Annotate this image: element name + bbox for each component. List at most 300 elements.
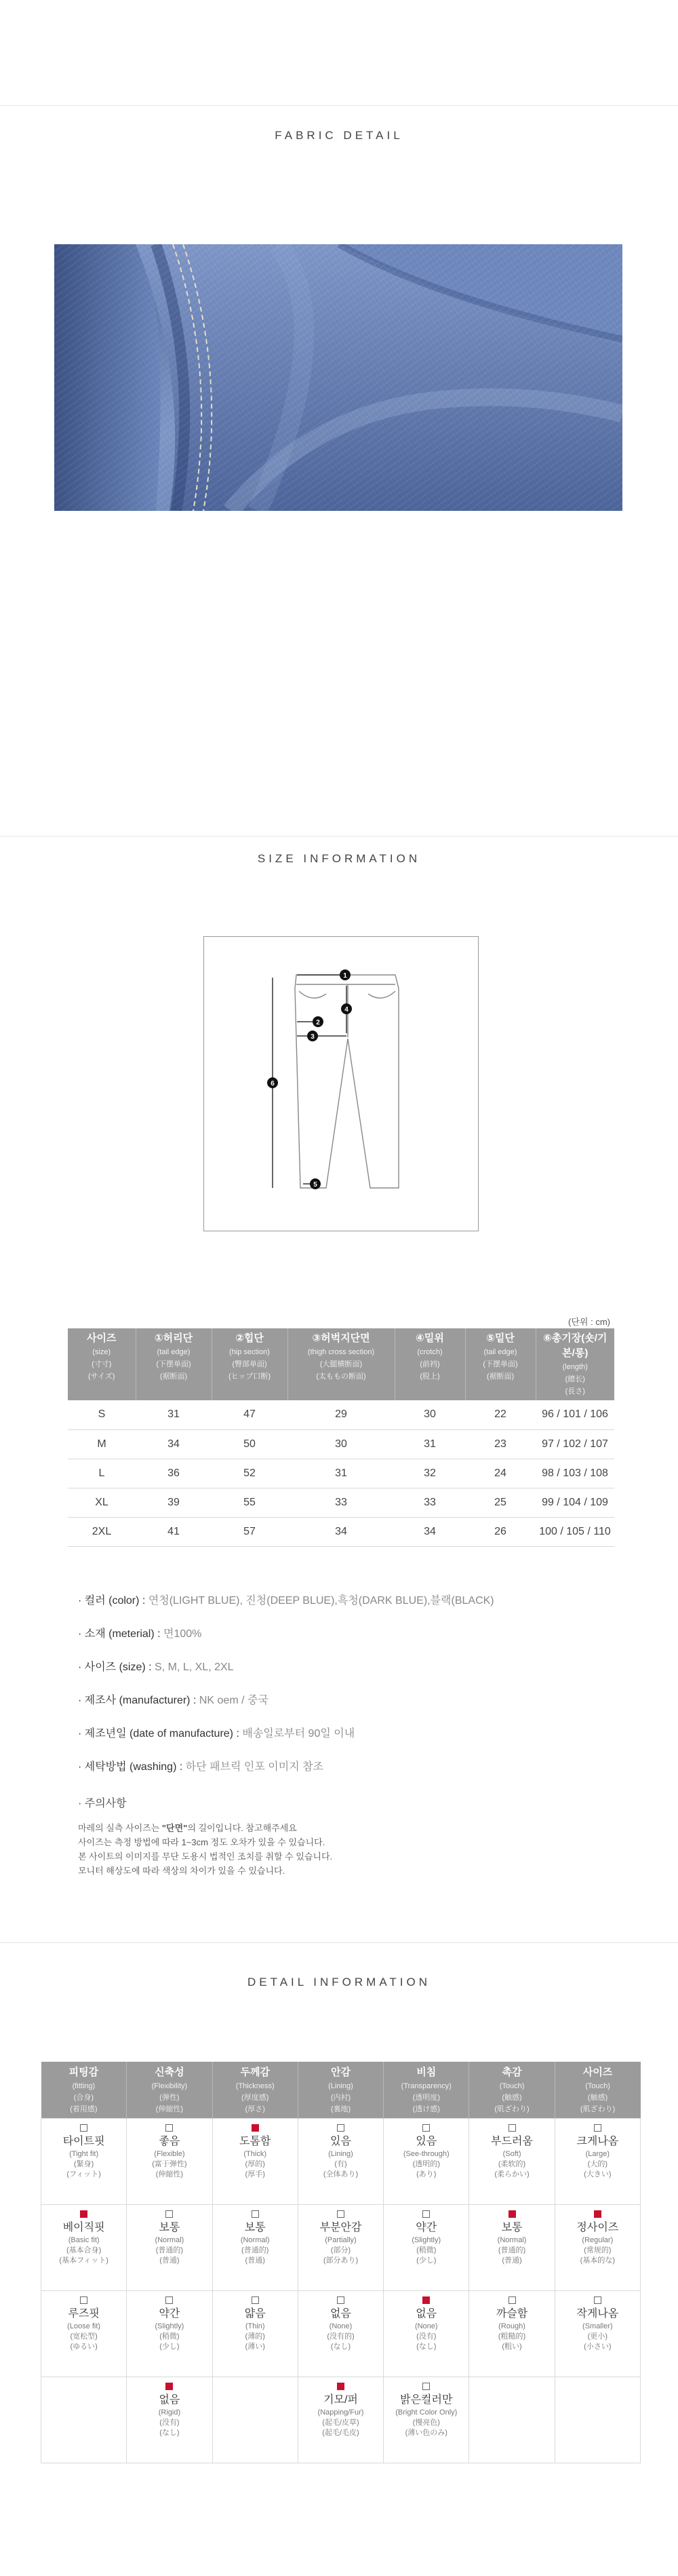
notice-text: 의 길이입니다. 참고해주세요 (187, 1823, 297, 1833)
size-col-header (465, 1328, 536, 1400)
header-sub: (裏地) (330, 2105, 351, 2113)
size-cell: 2XL (68, 1517, 136, 1546)
option-label: 약간 (416, 2222, 437, 2233)
header-sub: (crotch) (417, 1348, 443, 1356)
marker-6-label: 6 (271, 1080, 275, 1088)
header-label: ④밑위 (416, 1332, 444, 1344)
size-cell: 36 (136, 1459, 212, 1488)
option-english: (Bright Color Only) (395, 2408, 458, 2417)
option-japanese: (基本的な) (580, 2256, 615, 2265)
option-chinese: (没有) (159, 2419, 180, 2427)
checkbox-icon (165, 2210, 173, 2218)
option-japanese: (起毛/毛皮) (322, 2429, 359, 2437)
size-cell: 31 (395, 1429, 465, 1459)
detail-option (555, 2119, 640, 2205)
option-label: 루즈핏 (68, 2308, 100, 2320)
fabric-detail-title: FABRIC DETAIL (275, 129, 403, 142)
option-japanese: (普通) (245, 2256, 265, 2265)
header-sub: (股上) (420, 1372, 440, 1381)
header-sub: (Transparency) (401, 2082, 452, 2090)
size-cell: M (68, 1429, 136, 1459)
option-japanese: (柔らかい) (494, 2170, 530, 2178)
size-cell: 30 (287, 1429, 395, 1459)
notice-text: 모니터 해상도에 따라 색상의 차이가 있을 수 있습니다. (78, 1866, 285, 1876)
option-english: (Normal) (497, 2236, 527, 2244)
option-label: 보통 (501, 2222, 523, 2233)
header-sub: (Touch) (585, 2082, 610, 2090)
option-label: 있음 (330, 2136, 351, 2147)
checkbox-icon (165, 2124, 173, 2132)
notice (78, 1794, 332, 1878)
notice-text: 마레의 실측 사이즈는 (78, 1823, 162, 1833)
notice-emphasis: "단면" (161, 1823, 188, 1833)
checkbox-icon (422, 2124, 430, 2132)
option-english: (Large) (585, 2150, 610, 2158)
detail-option (127, 2205, 212, 2291)
marker-3-label: 3 (311, 1033, 315, 1041)
option-english: (Rigid) (158, 2408, 181, 2417)
detail-option (469, 2119, 555, 2205)
option-english: (Loose fit) (67, 2322, 101, 2330)
header-sub: (厚度感) (241, 2094, 269, 2102)
spec-item (78, 1761, 494, 1794)
size-col-header (395, 1328, 465, 1400)
table-row (41, 2205, 641, 2291)
spec-item (78, 1628, 494, 1661)
checked-box-icon (594, 2210, 601, 2218)
option-japanese: (なし) (330, 2343, 351, 2351)
size-cell: 34 (136, 1429, 212, 1459)
option-japanese: (薄い色のみ) (405, 2429, 447, 2437)
header-sub: (肌ざわり) (580, 2105, 616, 2113)
option-label: 약간 (159, 2308, 180, 2320)
size-cell: 50 (212, 1429, 287, 1459)
divider (0, 1942, 678, 1943)
option-japanese: (普通) (159, 2256, 180, 2265)
size-cell: 97 / 102 / 107 (536, 1429, 614, 1459)
option-chinese: (有) (334, 2160, 347, 2168)
checkbox-icon (252, 2296, 259, 2304)
option-japanese: (フィット) (66, 2170, 101, 2178)
detail-col-header (384, 2062, 469, 2119)
option-label: 얇음 (244, 2308, 266, 2320)
spec-item (78, 1661, 494, 1694)
detail-option (298, 2291, 383, 2377)
marker-2-label: 2 (316, 1019, 320, 1026)
detail-option (555, 2205, 640, 2291)
empty-cell (41, 2377, 127, 2463)
size-cell: 55 (212, 1488, 287, 1517)
size-cell: XL (68, 1488, 136, 1517)
detail-option (127, 2119, 212, 2205)
size-cell: 33 (287, 1488, 395, 1517)
option-english: (Rough) (498, 2322, 525, 2330)
option-chinese: (宽松型) (70, 2332, 98, 2341)
option-japanese: (なし) (159, 2429, 180, 2437)
header-sub: (hip section) (229, 1348, 270, 1356)
empty-cell (469, 2377, 555, 2463)
table-row (68, 1488, 614, 1517)
option-english: (Regular) (582, 2236, 614, 2244)
detail-option (41, 2119, 127, 2205)
notice-line (78, 1821, 332, 1835)
option-japanese: (あり) (416, 2170, 437, 2178)
header-sub: (太ももの断面) (316, 1372, 366, 1381)
option-english: (Tight fit) (69, 2150, 99, 2158)
table-row (68, 1400, 614, 1429)
option-english: (None) (414, 2322, 438, 2330)
detail-col-header (469, 2062, 555, 2119)
option-english: (Normal) (155, 2236, 184, 2244)
detail-option (41, 2205, 127, 2291)
option-english: (Flexible) (154, 2150, 185, 2158)
option-label: 까슬함 (496, 2308, 528, 2320)
option-chinese: (薄的) (245, 2332, 265, 2341)
option-chinese: (没有的) (327, 2332, 355, 2341)
header-label: ⑤밑단 (486, 1332, 515, 1344)
size-information-title: SIZE INFORMATION (257, 852, 421, 865)
detail-option (384, 2205, 469, 2291)
detail-option (298, 2377, 383, 2463)
table-row (41, 2119, 641, 2205)
detail-option (298, 2119, 383, 2205)
size-col-header (536, 1328, 614, 1400)
size-cell: 22 (465, 1400, 536, 1429)
table-row (41, 2291, 641, 2377)
option-chinese: (更小) (587, 2332, 607, 2341)
option-label: 부드러움 (491, 2136, 533, 2147)
checkbox-icon (594, 2296, 601, 2304)
option-chinese: (粗糙的) (498, 2332, 526, 2341)
size-cell: 33 (395, 1488, 465, 1517)
checked-box-icon (80, 2210, 87, 2218)
option-english: (Normal) (240, 2236, 270, 2244)
header-sub: (触感) (502, 2094, 522, 2102)
size-cell: 23 (465, 1429, 536, 1459)
header-sub: (内衬) (330, 2094, 351, 2102)
spec-item (78, 1694, 494, 1727)
header-label: ②힙단 (235, 1332, 264, 1344)
header-label: 두께감 (240, 2066, 270, 2078)
checkbox-icon (165, 2296, 173, 2304)
header-sub: (着用感) (70, 2105, 98, 2113)
size-cell: 34 (287, 1517, 395, 1546)
measurement-diagram (203, 936, 479, 1231)
table-row (68, 1459, 614, 1488)
option-japanese: (普通) (502, 2256, 522, 2265)
checked-box-icon (165, 2383, 173, 2390)
option-english: (Soft) (502, 2150, 521, 2158)
spec-item (78, 1594, 494, 1628)
size-cell: 100 / 105 / 110 (536, 1517, 614, 1546)
option-chinese: (普通的) (241, 2246, 269, 2254)
header-sub: (長さ) (565, 1387, 585, 1396)
option-japanese: (大きい) (584, 2170, 612, 2178)
header-sub: (tail edge) (157, 1348, 191, 1356)
header-label: 신축성 (155, 2066, 184, 2078)
detail-table (41, 2062, 641, 2463)
checkbox-icon (80, 2296, 87, 2304)
detail-option (469, 2291, 555, 2377)
option-japanese: (伸縮性) (155, 2170, 184, 2178)
size-cell: 47 (212, 1400, 287, 1429)
option-chinese: (稍微) (416, 2246, 437, 2254)
header-sub: (Lining) (328, 2082, 353, 2090)
spec-label: · 사이즈 (size) : (78, 1661, 155, 1673)
header-sub: (前裆) (420, 1360, 440, 1368)
header-sub: (ヒップ口断) (228, 1372, 271, 1381)
option-chinese: (透明的) (412, 2160, 440, 2168)
header-sub: (透け感) (412, 2105, 440, 2113)
header-label: ⑥총기장(숏/기본/롱) (543, 1332, 607, 1359)
detail-option (127, 2291, 212, 2377)
size-cell: 25 (465, 1488, 536, 1517)
detail-option (469, 2205, 555, 2291)
notice-line (78, 1835, 332, 1849)
table-row (68, 1429, 614, 1459)
option-japanese: (少し) (416, 2256, 437, 2265)
spec-value: S, M, L, XL, 2XL (155, 1661, 234, 1673)
option-chinese: (常规的) (584, 2246, 612, 2254)
detail-option (384, 2377, 469, 2463)
notice-text: 본 사이트의 이미지를 무단 도용시 법적인 조치를 취할 수 있습니다. (78, 1851, 333, 1862)
option-chinese: (厚的) (245, 2160, 265, 2168)
option-chinese: (稍微) (159, 2332, 180, 2341)
size-cell: 29 (287, 1400, 395, 1429)
option-label: 없음 (416, 2308, 437, 2320)
checkbox-icon (422, 2383, 430, 2390)
option-label: 기모/퍼 (323, 2394, 358, 2406)
header-sub: (肌ざわり) (494, 2105, 530, 2113)
detail-col-header (555, 2062, 640, 2119)
product-specs (78, 1594, 494, 1794)
detail-option (212, 2291, 298, 2377)
option-label: 도톰함 (239, 2136, 271, 2147)
option-chinese: (柔软的) (498, 2160, 526, 2168)
header-sub: (臀部单面) (232, 1360, 267, 1368)
header-sub: (Flexibility) (151, 2082, 188, 2090)
header-sub: (伸縮性) (155, 2105, 184, 2113)
option-label: 부분안감 (319, 2222, 362, 2233)
option-japanese: (なし) (416, 2343, 437, 2351)
option-japanese: (全体あり) (323, 2170, 359, 2178)
option-chinese: (大的) (587, 2160, 607, 2168)
header-sub: (tail edge) (483, 1348, 517, 1356)
header-sub: (length) (562, 1363, 588, 1371)
option-label: 없음 (330, 2308, 351, 2320)
fabric-photo (54, 244, 622, 511)
option-label: 좋음 (159, 2136, 180, 2147)
size-cell: L (68, 1459, 136, 1488)
header-label: ①허리단 (154, 1332, 193, 1344)
option-label: 정사이즈 (576, 2222, 619, 2233)
detail-col-header (127, 2062, 212, 2119)
header-sub: (裾断面) (486, 1372, 515, 1381)
option-label: 크게나옴 (576, 2136, 619, 2147)
marker-4-label: 4 (344, 1006, 348, 1014)
option-label: 보통 (159, 2222, 180, 2233)
size-cell: 31 (136, 1400, 212, 1429)
marker-1-label: 1 (343, 972, 347, 980)
divider (0, 836, 678, 837)
detail-information-title: DETAIL INFORMATION (247, 1976, 431, 1988)
size-cell: 98 / 103 / 108 (536, 1459, 614, 1488)
option-label: 보통 (244, 2222, 266, 2233)
header-sub: (弹性) (159, 2094, 180, 2102)
option-english: (Partially) (325, 2236, 357, 2244)
header-sub: (裾断面) (159, 1372, 188, 1381)
option-chinese: (緊身) (73, 2160, 94, 2168)
checkbox-icon (337, 2296, 344, 2304)
detail-option (384, 2119, 469, 2205)
option-label: 밝은컬러만 (400, 2394, 453, 2406)
checkbox-icon (509, 2124, 516, 2132)
header-sub: (fitting) (72, 2082, 96, 2090)
option-chinese: (没有) (416, 2332, 437, 2341)
detail-col-header (41, 2062, 127, 2119)
size-cell: 32 (395, 1459, 465, 1488)
option-label: 작게나옴 (576, 2308, 619, 2320)
option-english: (Thin) (245, 2322, 265, 2330)
size-cell: 39 (136, 1488, 212, 1517)
option-english: (Slightly) (155, 2322, 184, 2330)
spec-value: 면100% (163, 1628, 202, 1640)
size-cell: 52 (212, 1459, 287, 1488)
table-row (68, 1517, 614, 1546)
option-chinese: (基本合身) (66, 2246, 102, 2254)
checkbox-icon (80, 2124, 87, 2132)
header-sub: (Touch) (499, 2082, 525, 2090)
header-sub: (大腿横断面) (319, 1360, 363, 1368)
option-label: 없음 (159, 2394, 180, 2406)
option-japanese: (小さい) (584, 2343, 612, 2351)
option-english: (None) (329, 2322, 353, 2330)
option-label: 타이트핏 (62, 2136, 105, 2147)
option-chinese: (起毛/皮草) (322, 2419, 359, 2427)
checkbox-icon (594, 2124, 601, 2132)
table-row (41, 2377, 641, 2463)
size-col-header (287, 1328, 395, 1400)
empty-cell (555, 2377, 640, 2463)
option-english: (Basic fit) (68, 2236, 100, 2244)
detail-option (212, 2119, 298, 2205)
header-sub: (Thickness) (235, 2082, 275, 2090)
spec-value: 배송일로부터 90일 이내 (242, 1728, 355, 1739)
size-cell: 30 (395, 1400, 465, 1429)
size-cell: 26 (465, 1517, 536, 1546)
checked-box-icon (252, 2124, 259, 2132)
option-label: 있음 (416, 2136, 437, 2147)
marker-5-label: 5 (313, 1181, 317, 1189)
header-sub: (サイズ) (88, 1372, 115, 1381)
option-japanese: (ゆるい) (70, 2343, 98, 2351)
option-english: (Smaller) (582, 2322, 613, 2330)
size-table (68, 1328, 614, 1547)
option-english: (Thick) (243, 2150, 266, 2158)
option-chinese: (普通的) (498, 2246, 526, 2254)
spec-value: NK oem / 중국 (199, 1695, 268, 1706)
checkbox-icon (509, 2296, 516, 2304)
option-chinese: (部分) (330, 2246, 351, 2254)
size-cell: 24 (465, 1459, 536, 1488)
spec-value: 하단 패브릭 인포 이미지 참조 (185, 1761, 324, 1773)
header-sub: (thigh cross section) (307, 1348, 375, 1356)
size-cell: S (68, 1400, 136, 1429)
detail-col-header (212, 2062, 298, 2119)
header-sub: (触感) (587, 2094, 608, 2102)
header-label: ③허벅지단면 (312, 1332, 370, 1344)
option-japanese: (基本フィット) (59, 2256, 108, 2265)
header-sub: (下摆单面) (156, 1360, 191, 1368)
notice-line (78, 1849, 332, 1864)
option-japanese: (粗い) (502, 2343, 522, 2351)
header-sub: (總长) (565, 1375, 585, 1383)
checkbox-icon (337, 2124, 344, 2132)
divider (0, 105, 678, 106)
empty-cell (212, 2377, 298, 2463)
option-japanese: (少し) (159, 2343, 180, 2351)
notice-title: · 주의사항 (78, 1798, 127, 1809)
option-japanese: (厚手) (245, 2170, 265, 2178)
size-col-header (136, 1328, 212, 1400)
option-japanese: (薄い) (245, 2343, 265, 2351)
spec-label: · 세탁방법 (washing) : (78, 1761, 186, 1773)
detail-option (127, 2377, 212, 2463)
detail-col-header (298, 2062, 383, 2119)
header-sub: (size) (92, 1348, 111, 1356)
header-label: 안감 (330, 2066, 351, 2078)
size-cell: 34 (395, 1517, 465, 1546)
unit-label: (단위 : cm) (568, 1317, 610, 1327)
header-sub: (寸寸) (92, 1360, 112, 1368)
option-japanese: (部分あり) (323, 2256, 359, 2265)
checked-box-icon (509, 2210, 516, 2218)
size-col-header (68, 1328, 136, 1400)
option-english: (Slightly) (412, 2236, 441, 2244)
checkbox-icon (252, 2210, 259, 2218)
size-col-header (212, 1328, 287, 1400)
spec-item (78, 1727, 494, 1761)
header-sub: (合身) (73, 2094, 94, 2102)
size-cell: 96 / 101 / 106 (536, 1400, 614, 1429)
header-label: 피팅감 (68, 2066, 99, 2078)
option-chinese: (慢亮色) (412, 2419, 440, 2427)
option-label: 베이직핏 (62, 2222, 105, 2233)
notice-text: 사이즈는 측정 방법에 따라 1~3cm 정도 오차가 있을 수 있습니다. (78, 1837, 325, 1847)
option-chinese: (富于弹性) (152, 2160, 187, 2168)
spec-label: · 제조사 (manufacturer) : (78, 1695, 199, 1706)
header-label: 촉감 (502, 2066, 522, 2078)
size-cell: 31 (287, 1459, 395, 1488)
option-chinese: (普通的) (155, 2246, 184, 2254)
spec-label: · 컬러 (color) : (78, 1595, 148, 1607)
checkbox-icon (337, 2210, 344, 2218)
size-cell: 99 / 104 / 109 (536, 1488, 614, 1517)
detail-option (555, 2291, 640, 2377)
detail-option (41, 2291, 127, 2377)
size-cell: 41 (136, 1517, 212, 1546)
detail-option (384, 2291, 469, 2377)
checked-box-icon (422, 2296, 430, 2304)
option-english: (Lining) (328, 2150, 353, 2158)
checkbox-icon (422, 2210, 430, 2218)
spec-label: · 제조년일 (date of manufacture) : (78, 1728, 243, 1739)
spec-label: · 소재 (meterial) : (78, 1628, 164, 1640)
header-label: 사이즈 (582, 2066, 613, 2078)
option-english: (See-through) (403, 2150, 450, 2158)
size-cell: 57 (212, 1517, 287, 1546)
spec-value: 연청(LIGHT BLUE), 진청(DEEP BLUE),흑청(DARK BLUE),블랙(BLACK) (148, 1595, 494, 1607)
